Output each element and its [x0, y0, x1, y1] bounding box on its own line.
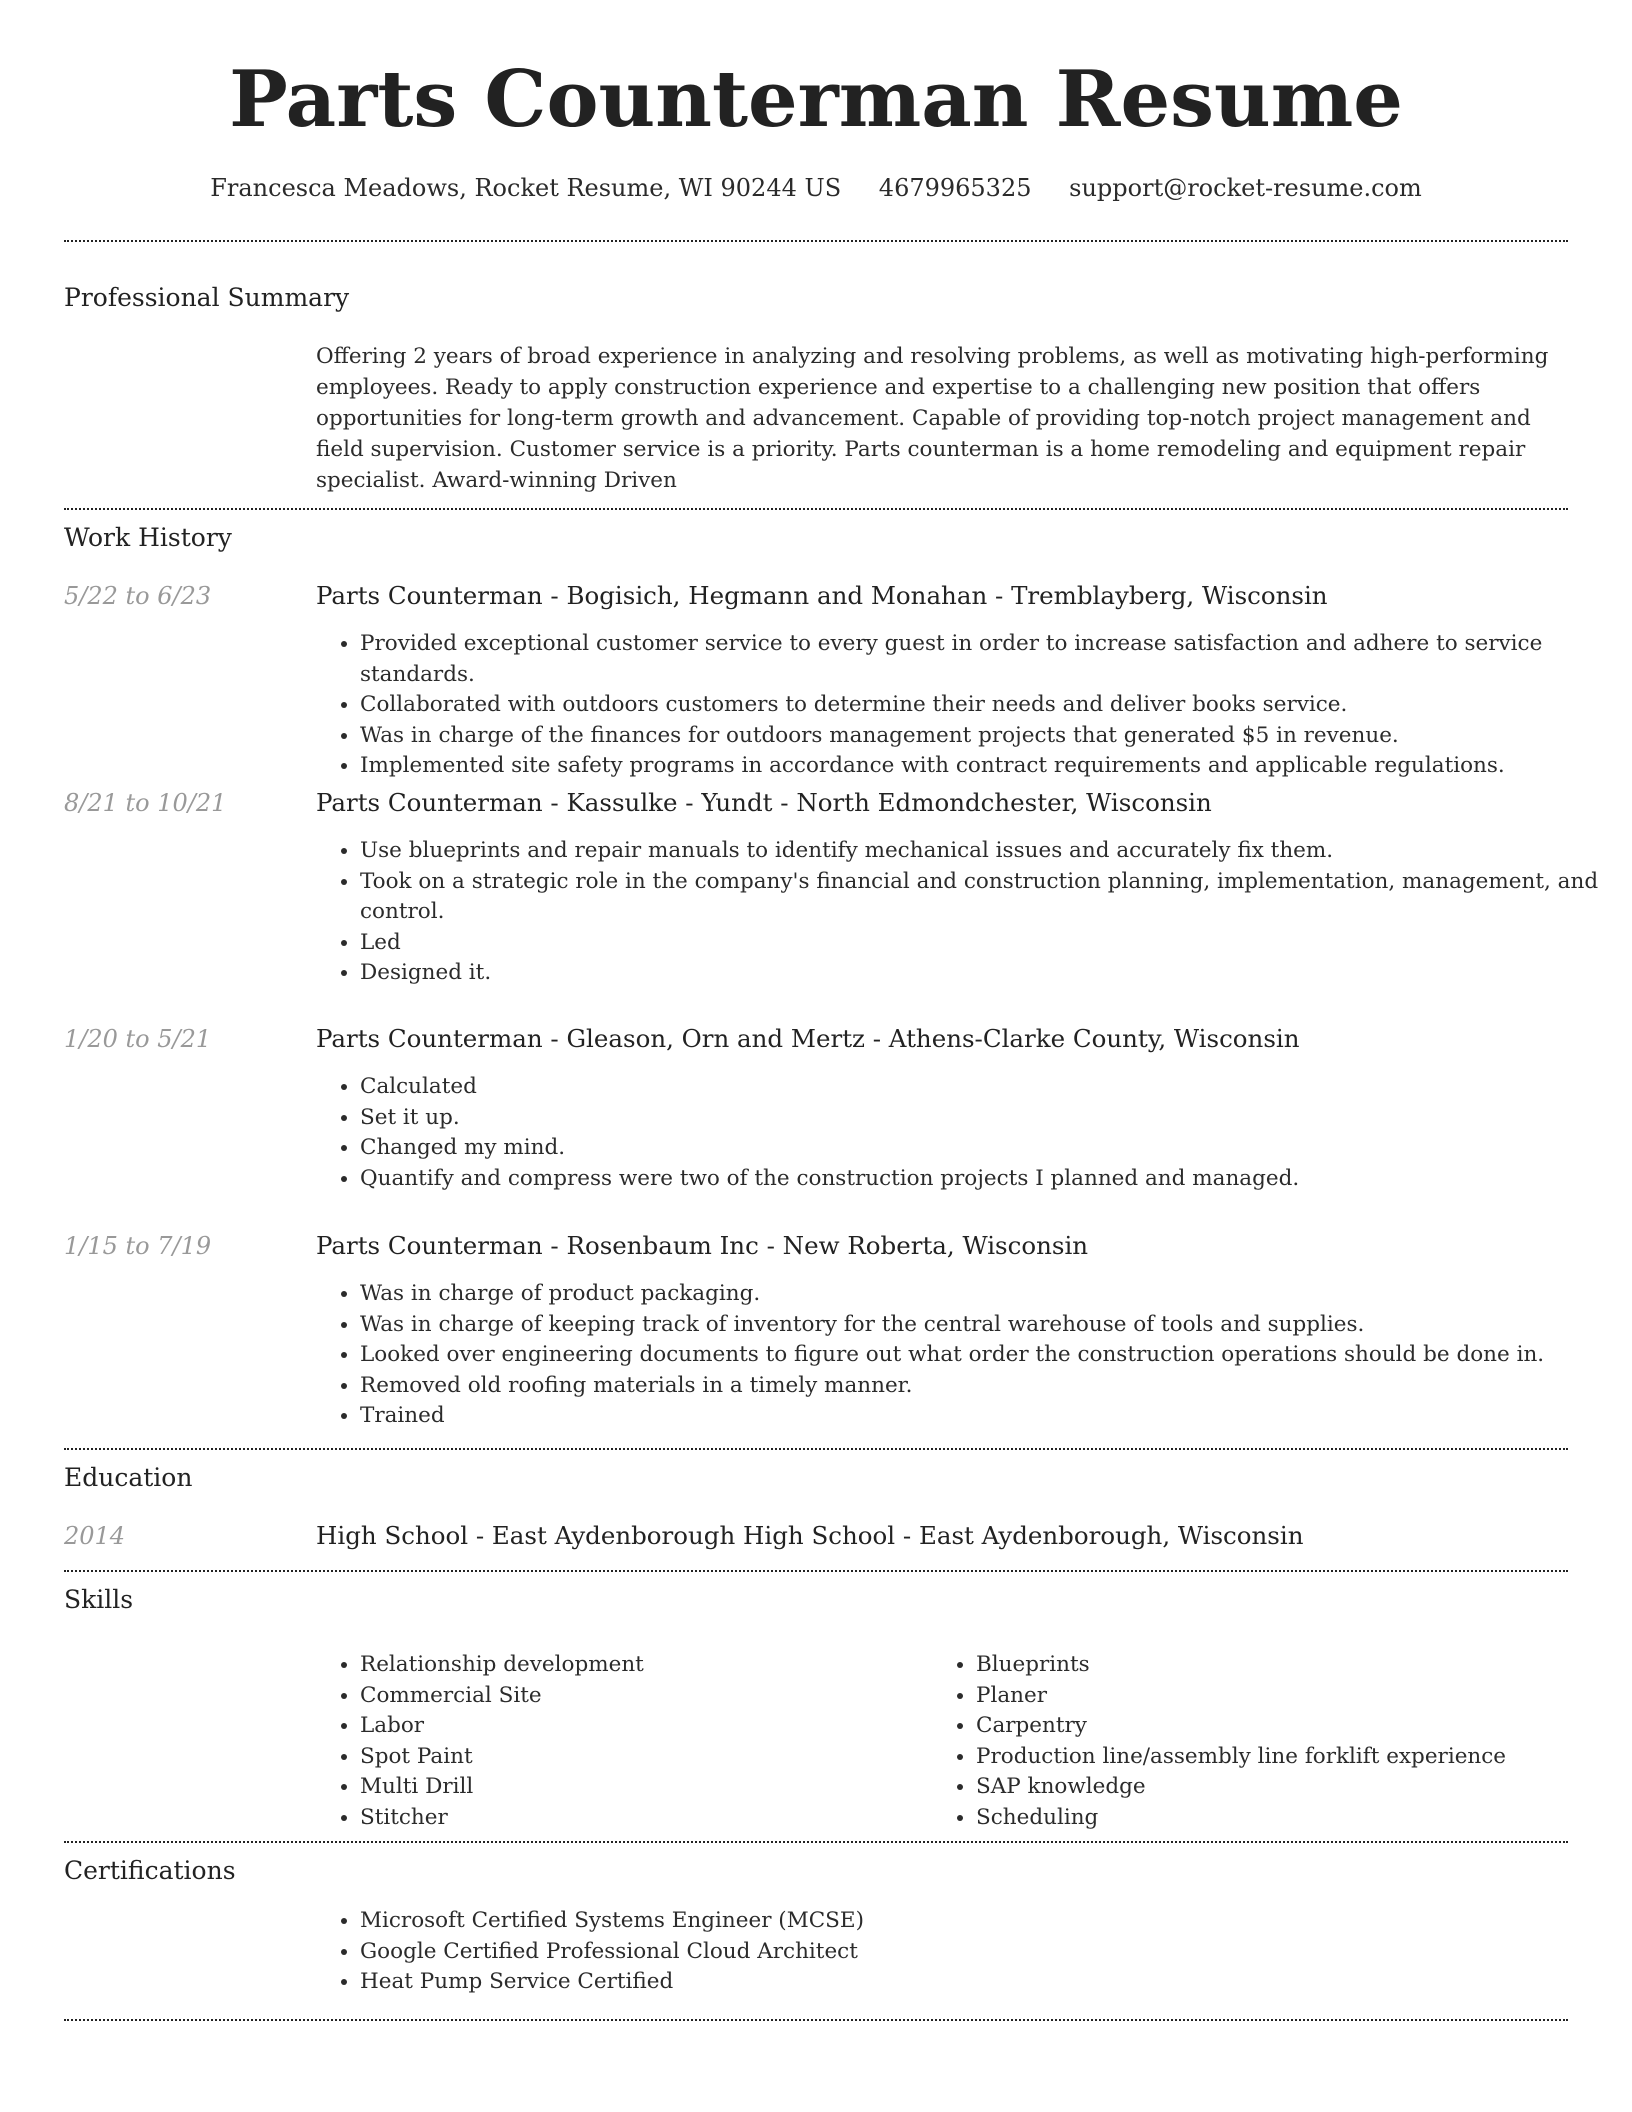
- job-bullet: • Calculated: [360, 1072, 1608, 1103]
- job-bullet: • Took on a strategic role in the company's financial and construction planning, implementation, management, and control.: [360, 867, 1608, 928]
- skills-list-left: [316, 1650, 920, 1833]
- job-dates: 1/20 to 5/21: [64, 1025, 212, 1053]
- job-bullet: • Collaborated with outdoors customers to determine their needs and deliver books service.: [360, 690, 1608, 721]
- skill-item: • Labor: [360, 1711, 920, 1742]
- job-bullet-list: [316, 1279, 1608, 1432]
- skill-item: • Relationship development: [360, 1650, 920, 1681]
- job-bullet-list: [316, 836, 1608, 989]
- skill-item: • Planer: [976, 1681, 1596, 1712]
- certification-item: • Google Certified Professional Cloud Architect: [360, 1937, 1608, 1968]
- section-divider: [64, 1448, 1568, 1450]
- section-divider: [64, 240, 1568, 242]
- job-bullet: • Was in charge of the finances for outdoors management projects that generated $5 in revenue.: [360, 721, 1608, 752]
- job-dates: 5/22 to 6/23: [64, 582, 212, 610]
- skill-item: • Carpentry: [976, 1711, 1596, 1742]
- job-dates: 8/21 to 10/21: [64, 789, 227, 817]
- job-heading: Parts Counterman - Kassulke - Yundt - North Edmondchester, Wisconsin: [316, 788, 1212, 817]
- resume-title: Parts Counterman Resume: [229, 54, 1403, 145]
- job-bullet: • Trained: [360, 1401, 1608, 1432]
- job-bullet: • Led: [360, 928, 1608, 959]
- skills-list-right: [932, 1650, 1596, 1833]
- job-bullet: • Use blueprints and repair manuals to identify mechanical issues and accurately fix them.: [360, 836, 1608, 867]
- job-bullet: • Was in charge of product packaging.: [360, 1279, 1608, 1310]
- job-bullet: • Was in charge of keeping track of inventory for the central warehouse of tools and supplies.: [360, 1310, 1608, 1341]
- contact-line: [0, 170, 1632, 206]
- skill-item: • Commercial Site: [360, 1681, 920, 1712]
- job-heading: Parts Counterman - Bogisich, Hegmann and Monahan - Tremblayberg, Wisconsin: [316, 581, 1328, 610]
- job-bullet-list: [316, 1072, 1608, 1194]
- skill-item: • Production line/assembly line forklift experience: [976, 1742, 1596, 1773]
- job-bullet: • Designed it.: [360, 958, 1608, 989]
- education-year: 2014: [64, 1522, 126, 1550]
- education-entry: High School - East Aydenborough High School - East Aydenborough, Wisconsin: [316, 1521, 1304, 1550]
- job-bullet: • Provided exceptional customer service to every guest in order to increase satisfaction and adhere to service standards.: [360, 629, 1608, 690]
- section-divider: [64, 1570, 1568, 1572]
- job-bullet-list: [316, 629, 1608, 782]
- skills-heading: Skills: [64, 1585, 134, 1614]
- skill-item: • Multi Drill: [360, 1772, 920, 1803]
- job-bullet: • Looked over engineering documents to figure out what order the construction operations should be done in.: [360, 1340, 1608, 1371]
- job-bullet: • Removed old roofing materials in a timely manner.: [360, 1371, 1608, 1402]
- education-heading: Education: [64, 1463, 193, 1492]
- certification-item: • Microsoft Certified Systems Engineer (MCSE): [360, 1906, 1608, 1937]
- skill-item: • Blueprints: [976, 1650, 1596, 1681]
- job-heading: Parts Counterman - Rosenbaum Inc - New Roberta, Wisconsin: [316, 1231, 1089, 1260]
- contact-phone: 4679965325: [878, 174, 1032, 202]
- skill-item: • SAP knowledge: [976, 1772, 1596, 1803]
- section-divider: [64, 508, 1568, 510]
- summary-text: Offering 2 years of broad experience in analyzing and resolving problems, as well as motivating high-performing employees. Ready to apply construction experience and expertise to a challenging new position that offers opportunities for long-term growth and advancement. Capable of providing top-notch project management and field supervision. Customer service is a priority. Parts counterman is a home remodeling and equipment repair specialist. Award-winning Driven: [316, 344, 1549, 493]
- job-bullet: • Changed my mind.: [360, 1133, 1608, 1164]
- job-bullet: • Quantify and compress were two of the construction projects I planned and managed.: [360, 1164, 1608, 1195]
- section-divider: [64, 1841, 1568, 1843]
- certification-item: • Heat Pump Service Certified: [360, 1967, 1608, 1998]
- certifications-heading: Certifications: [64, 1856, 236, 1885]
- skill-item: • Spot Paint: [360, 1742, 920, 1773]
- work-history-heading: Work History: [64, 523, 232, 552]
- skill-item: • Stitcher: [360, 1803, 920, 1834]
- job-bullet: • Set it up.: [360, 1103, 1608, 1134]
- contact-email: support@rocket-resume.com: [1069, 174, 1422, 202]
- skill-item: • Scheduling: [976, 1803, 1596, 1834]
- contact-address: Francesca Meadows, Rocket Resume, WI 90244 US: [210, 174, 842, 202]
- certifications-list: [316, 1906, 1608, 1998]
- summary-heading: Professional Summary: [64, 283, 350, 312]
- job-dates: 1/15 to 7/19: [64, 1232, 212, 1260]
- section-divider: [64, 2019, 1568, 2021]
- job-heading: Parts Counterman - Gleason, Orn and Mertz - Athens-Clarke County, Wisconsin: [316, 1024, 1300, 1053]
- job-bullet: • Implemented site safety programs in accordance with contract requirements and applicable regulations.: [360, 751, 1608, 782]
